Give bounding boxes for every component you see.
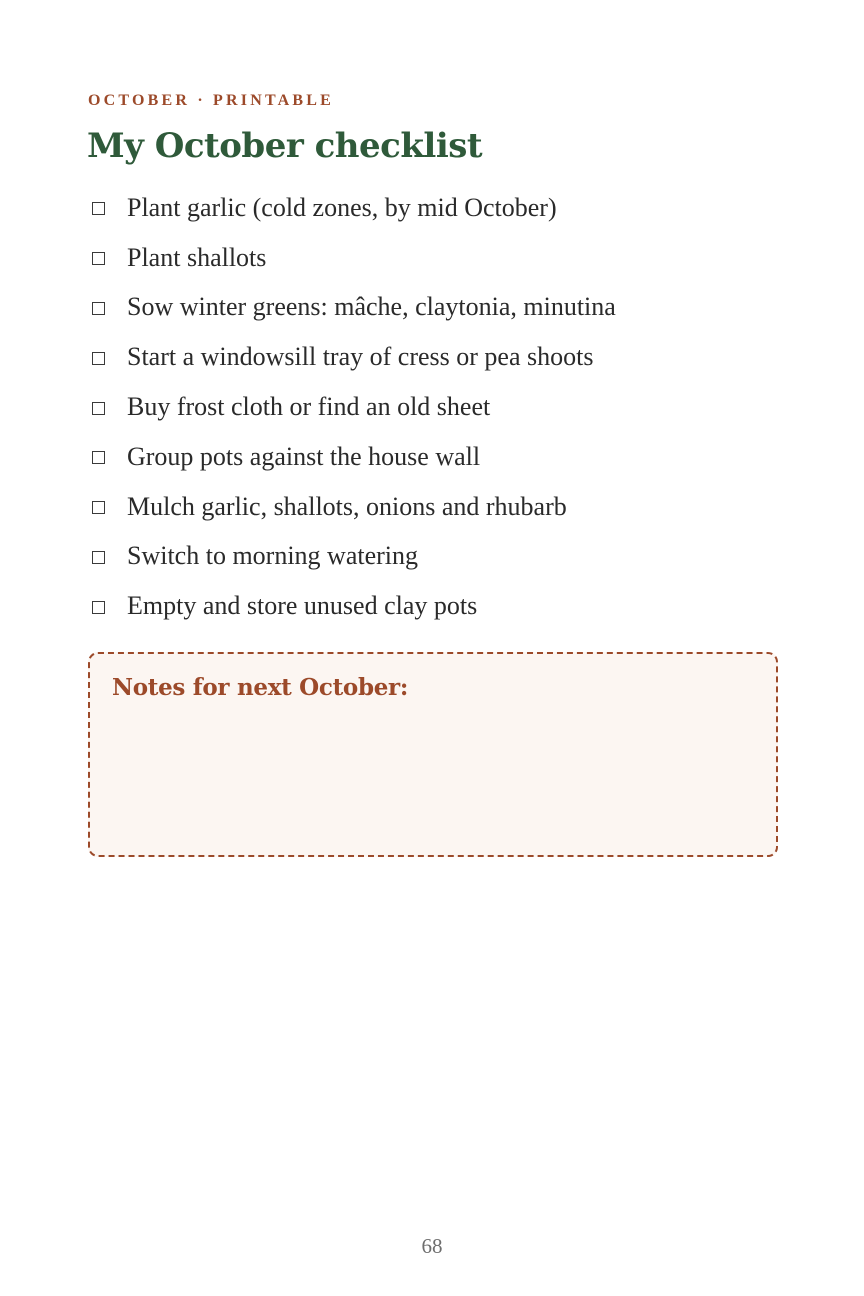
checklist-item[interactable]: [88, 233, 788, 283]
checklist-item[interactable]: [88, 183, 788, 233]
checkbox-icon[interactable]: [92, 202, 105, 215]
page-number: 68: [421, 1234, 443, 1258]
checkbox-icon[interactable]: [92, 601, 105, 614]
page-title: My October checklist: [87, 126, 483, 166]
checkbox-icon[interactable]: [92, 451, 105, 464]
checkbox-icon[interactable]: [92, 302, 105, 315]
section-kicker: OCTOBER · PRINTABLE: [88, 92, 335, 109]
checklist-item[interactable]: [88, 532, 788, 582]
checklist-item-label: Group pots against the house wall: [127, 441, 481, 471]
checklist-item[interactable]: [88, 382, 788, 432]
checklist-item-label: Start a windowsill tray of cress or pea shoots: [127, 342, 594, 372]
checkbox-icon[interactable]: [92, 252, 105, 265]
checkbox-icon[interactable]: [92, 402, 105, 415]
checklist-item-label: Buy frost cloth or find an old sheet: [127, 392, 491, 422]
notes-label: Notes for next October:: [112, 674, 409, 701]
checklist-item[interactable]: [88, 332, 788, 382]
checklist-item-label: Plant shallots: [127, 242, 267, 272]
checklist-item-label: Plant garlic (cold zones, by mid October): [127, 192, 557, 222]
checklist-item[interactable]: [88, 283, 788, 333]
checkbox-icon[interactable]: [92, 352, 105, 365]
notes-box[interactable]: [88, 652, 778, 857]
checklist-item-label: Mulch garlic, shallots, onions and rhubarb: [127, 491, 567, 521]
checklist-item-label: Sow winter greens: mâche, claytonia, minutina: [127, 292, 616, 322]
checklist: [88, 183, 788, 631]
checklist-item[interactable]: [88, 581, 788, 631]
checkbox-icon[interactable]: [92, 551, 105, 564]
checklist-item[interactable]: [88, 432, 788, 482]
checklist-item-label: Empty and store unused clay pots: [127, 591, 478, 621]
checkbox-icon[interactable]: [92, 501, 105, 514]
checklist-item-label: Switch to morning watering: [127, 541, 419, 571]
checklist-item[interactable]: [88, 482, 788, 532]
